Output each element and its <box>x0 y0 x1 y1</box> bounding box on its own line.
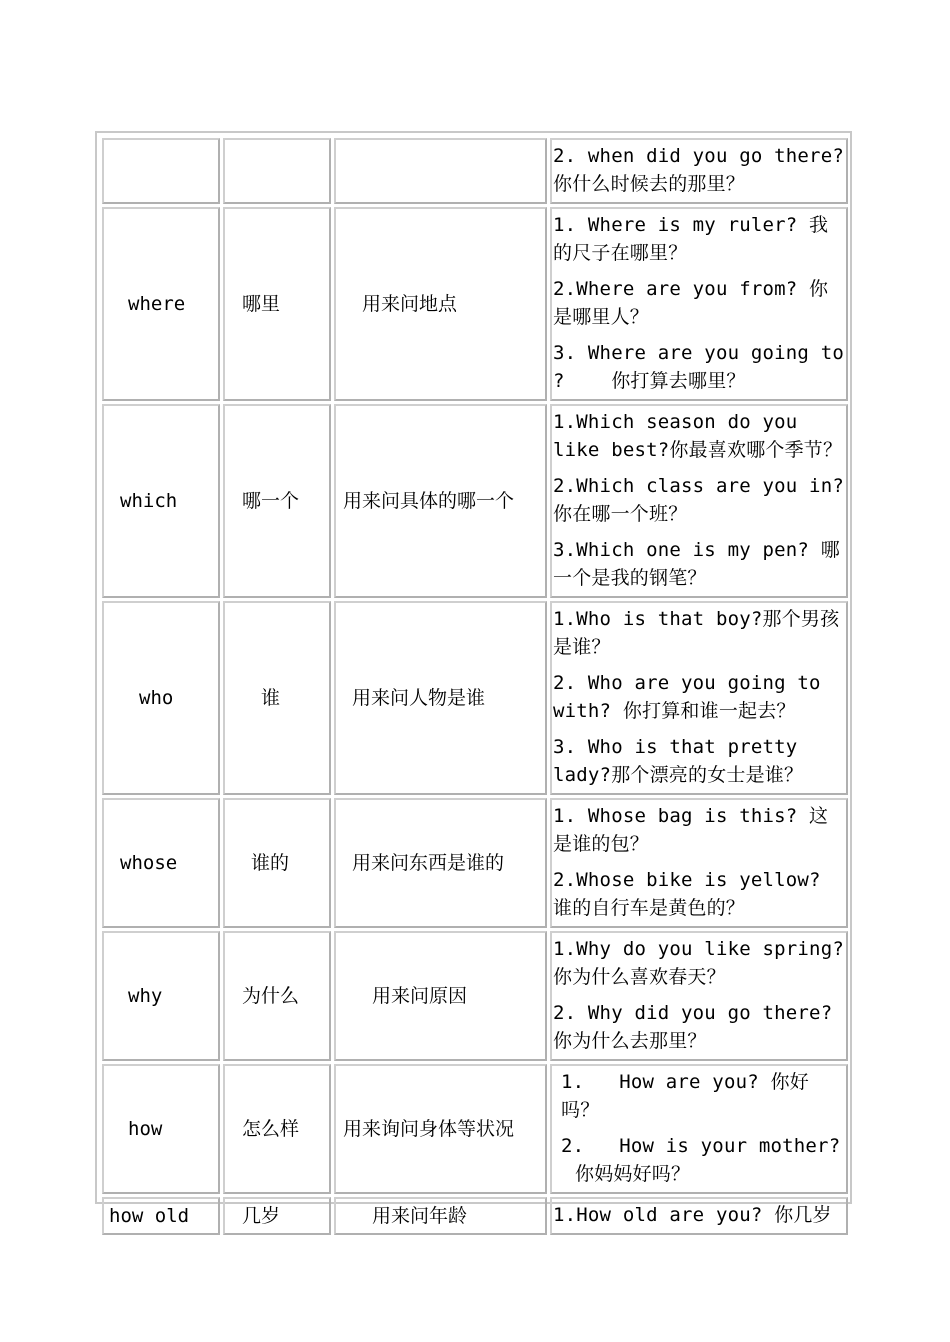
example-sentence: 3. Where are you going to ? 你打算去哪里？ <box>553 342 856 392</box>
examples-cell <box>550 404 848 598</box>
example-sentence: 1. Where is my ruler? 我的尺子在哪里？ <box>553 214 829 264</box>
example-sentence: 2. Who are you going to with? 你打算和谁一起去？ <box>553 672 821 722</box>
meaning-cell: 哪一个 <box>223 404 331 598</box>
meaning-cell: 谁的 <box>223 798 331 928</box>
example-sentence: 1.Who is that boy?那个男孩是谁？ <box>553 608 840 658</box>
examples-cell <box>550 1197 848 1235</box>
usage-cell: 用来问原因 <box>334 931 547 1061</box>
example-sentence: 1.Which season do you like best?你最喜欢哪个季节？ <box>553 411 843 461</box>
table-row <box>102 1197 848 1235</box>
example-sentence: 2.Which class are you in?你在哪一个班？ <box>553 475 844 525</box>
usage-cell: 用来问人物是谁 <box>334 601 547 795</box>
table-row <box>102 138 848 204</box>
word-cell: where <box>102 207 220 401</box>
table-row <box>102 404 848 598</box>
usage-cell <box>334 138 547 204</box>
meaning-cell: 怎么样 <box>223 1064 331 1194</box>
examples-cell <box>550 1064 852 1194</box>
example-sentence: 2. Why did you go there? 你为什么去那里？ <box>553 1002 833 1052</box>
usage-cell: 用来问地点 <box>334 207 547 401</box>
table-row <box>102 207 848 401</box>
examples-cell <box>550 138 848 204</box>
example-sentence: 1.How old are you? 你几岁 <box>553 1204 832 1226</box>
examples-cell <box>550 601 848 795</box>
table-row <box>102 931 848 1061</box>
example-sentence: 1. Whose bag is this? 这是谁的包？ <box>553 805 829 855</box>
table-row <box>102 1064 848 1194</box>
examples-cell <box>550 798 848 928</box>
usage-cell: 用来问东西是谁的 <box>334 798 547 928</box>
example-sentence: 2.Whose bike is yellow? 谁的自行车是黄色的？ <box>553 869 821 919</box>
meaning-cell: 谁 <box>223 601 331 795</box>
examples-cell <box>550 931 848 1061</box>
example-sentence: 3. Who is that pretty lady?那个漂亮的女士是谁？ <box>553 736 804 786</box>
word-cell <box>102 138 220 204</box>
example-sentence: 1.Why do you like spring? 你为什么喜欢春天？ <box>553 938 844 988</box>
usage-cell: 用来询问身体等状况 <box>334 1064 547 1194</box>
meaning-cell: 哪里 <box>223 207 331 401</box>
word-cell: how old <box>102 1197 220 1235</box>
example-sentence: 2.Where are you from? 你是哪里人？ <box>553 278 829 328</box>
example-sentence: 2. How is your mother? 你妈妈好吗？ <box>561 1135 852 1185</box>
question-words-table <box>99 135 856 1238</box>
word-cell: who <box>102 601 220 795</box>
example-sentence: 3.Which one is my pen? 哪一个是我的钢笔？ <box>553 539 840 589</box>
word-cell: how <box>102 1064 220 1194</box>
word-cell: which <box>102 404 220 598</box>
usage-cell: 用来问具体的哪一个 <box>334 404 547 598</box>
meaning-cell: 几岁 <box>223 1197 331 1235</box>
usage-cell: 用来问年龄 <box>334 1197 547 1235</box>
meaning-cell <box>223 138 331 204</box>
example-sentence: 2. when did you go there? 你什么时候去的那里？ <box>553 145 844 195</box>
table-row <box>102 798 848 928</box>
word-cell: why <box>102 931 220 1061</box>
word-cell: whose <box>102 798 220 928</box>
table-row <box>102 601 848 795</box>
example-sentence: 1. How are you? 你好吗？ <box>561 1071 809 1121</box>
meaning-cell: 为什么 <box>223 931 331 1061</box>
examples-cell <box>550 207 856 401</box>
